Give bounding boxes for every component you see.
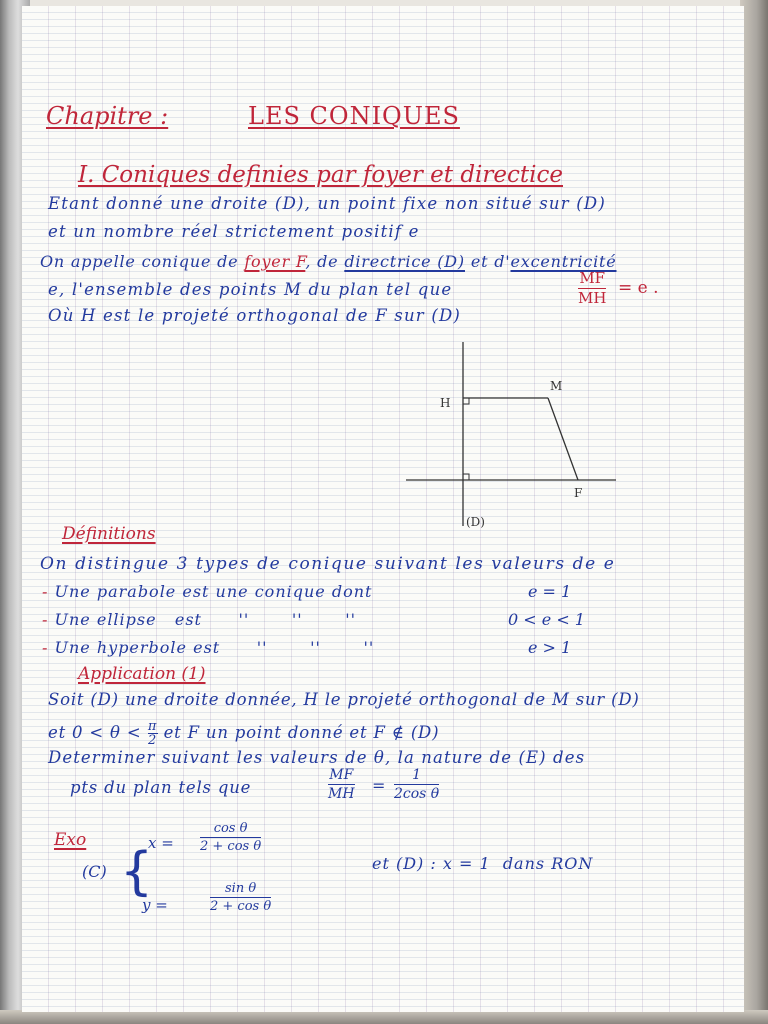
fraction-y xyxy=(210,882,271,913)
text-segment: et F un point donné et F ∉ (D) xyxy=(163,723,440,742)
fraction-denominator: MH xyxy=(328,786,355,802)
text-segment: et 0 < θ < xyxy=(48,723,142,742)
notebook-page xyxy=(22,6,744,1012)
equals-e: = e . xyxy=(618,278,659,298)
text-line: pts du plan tels que xyxy=(70,778,252,797)
list-item xyxy=(42,584,372,600)
equals-sign: = xyxy=(372,776,386,795)
text-line: Determiner suivant les valeurs de θ, la nature de (E) des xyxy=(48,748,586,767)
application-title: Application (1) xyxy=(78,664,206,684)
right-angle-mark-top xyxy=(463,398,469,404)
page-bottom-edge xyxy=(0,1010,768,1024)
fraction-mf-mh xyxy=(328,768,355,801)
keyword-directrice: directrice (D) xyxy=(344,252,465,271)
fraction-bar xyxy=(200,837,261,838)
fraction-numerator: 1 xyxy=(412,767,422,783)
keyword-excentricite: excentricité xyxy=(510,252,617,271)
label-m: M xyxy=(550,379,563,393)
definitions-title: Définitions xyxy=(62,524,156,544)
segment-mf xyxy=(548,398,578,480)
chapter-label: Chapitre : xyxy=(46,102,169,130)
text-line: et un nombre réel strictement positif e xyxy=(48,222,420,241)
exo-title: Exo xyxy=(54,830,87,850)
right-angle-mark-bottom xyxy=(463,474,469,480)
label-f: F xyxy=(574,486,583,500)
system-label: (C) xyxy=(82,862,107,881)
label-d: (D) xyxy=(466,515,485,529)
page-edge xyxy=(740,0,768,1024)
x-variable: x = xyxy=(148,834,174,852)
list-item-condition: 0 < e < 1 xyxy=(508,610,585,629)
label-h: H xyxy=(440,396,451,410)
list-item xyxy=(42,612,356,628)
fraction-denominator: 2 + cos θ xyxy=(210,899,272,914)
fraction-bar xyxy=(328,784,355,785)
y-variable: y = xyxy=(142,896,168,914)
chapter-title: LES CONIQUES xyxy=(248,102,460,130)
fraction-numerator: sin θ xyxy=(225,881,257,896)
pi-over-two xyxy=(148,720,158,747)
list-item-text: Une hyperbole est '' '' '' xyxy=(54,638,375,657)
text-segment: , de xyxy=(305,252,339,271)
fraction-bar xyxy=(210,897,271,898)
list-item-condition: e > 1 xyxy=(528,638,572,657)
system-brace: { xyxy=(120,842,154,902)
fraction-numerator: MF xyxy=(579,269,606,287)
exo-condition: et (D) : x = 1 dans RON xyxy=(372,854,594,873)
list-bullet: - xyxy=(42,638,49,657)
fraction-denominator: 2 + cos θ xyxy=(200,839,262,854)
list-bullet: - xyxy=(42,582,49,601)
fraction-x xyxy=(200,822,261,853)
fraction-numerator: cos θ xyxy=(213,821,248,836)
fraction-denominator: 2cos θ xyxy=(394,786,440,802)
text-line: On distingue 3 types de conique suivant les valeurs de e xyxy=(40,554,616,574)
text-segment: On appelle conique de xyxy=(40,252,239,271)
list-item-text: Une parabole est une conique dont xyxy=(54,582,373,601)
fraction-denominator: MH xyxy=(578,289,607,307)
list-item-condition: e = 1 xyxy=(528,582,572,601)
list-bullet: - xyxy=(42,610,49,629)
list-item-text: Une ellipse est '' '' '' xyxy=(54,610,357,629)
fraction-numerator: MF xyxy=(329,767,354,783)
fraction-numerator: π xyxy=(147,719,158,734)
fraction-bar xyxy=(394,784,439,785)
fraction-one-over-2cos xyxy=(394,768,439,801)
text-line xyxy=(48,720,439,747)
text-line: Etant donné une droite (D), un point fixe non situé sur (D) xyxy=(48,194,606,213)
section-title: I. Coniques definies par foyer et directice xyxy=(78,162,563,188)
fraction-denominator: 2 xyxy=(147,733,158,748)
text-line: e, l'ensemble des points M du plan tel que xyxy=(48,280,453,299)
text-line: Soit (D) une droite donnée, H le projeté orthogonal de M sur (D) xyxy=(48,690,640,709)
text-line: Où H est le projeté orthogonal de F sur (D) xyxy=(48,306,462,325)
keyword-foyer: foyer F xyxy=(244,252,306,271)
list-item xyxy=(42,640,374,656)
text-segment: et d' xyxy=(470,252,511,271)
